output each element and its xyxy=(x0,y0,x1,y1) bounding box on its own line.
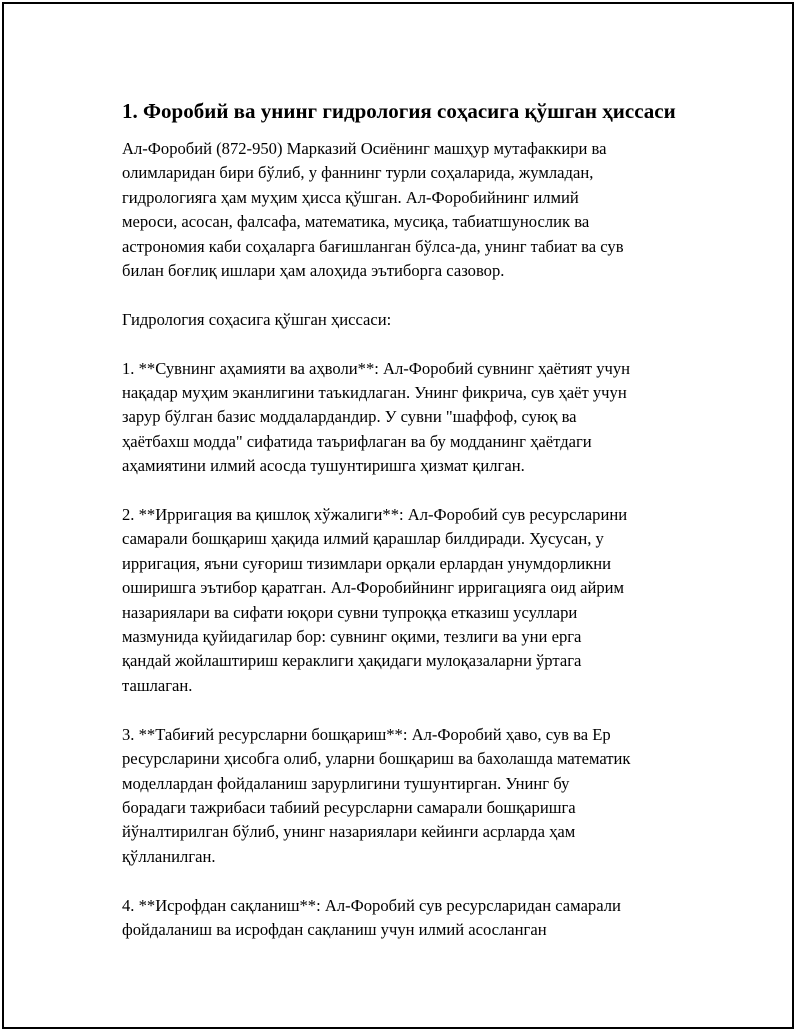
text-line: 3. **Табиғий ресурсларни бошқариш**: Ал-Форобий ҳаво, сув ва Ер xyxy=(122,724,611,744)
text-line: нақадар муҳим эканлигини таъкидлаган. Унинг фикрича, сув ҳаёт учун xyxy=(122,383,627,403)
text-line: моделлардан фойдаланиш зарурлигини тушунтирган. Унинг бу xyxy=(122,773,570,793)
text-line: олимларидан бири бўлиб, у фаннинг турли соҳаларида, жумладан, xyxy=(122,163,594,183)
text-line: 2. **Ирригация ва қишлоқ хўжалиги**: Ал-Форобий сув ресурсларини xyxy=(122,505,628,525)
text-line: астрономия каби соҳаларга бағишланган бўлса-да, унинг табиат ва сув xyxy=(122,236,624,256)
text-line: Ал-Форобий (872-950) Марказий Осиёнинг машҳур мутафаккири ва xyxy=(122,139,607,158)
text-line: ирригация, яъни суғориш тизимлари орқали ерлардан унумдорликни xyxy=(122,553,612,573)
text-line: гидрологияга ҳам муҳим ҳисса қўшган. Ал-Форобийнинг илмий xyxy=(122,187,579,207)
text-line: назариялари ва сифати юқори сувни тупроққа етказиш усуллари xyxy=(122,602,578,622)
text-line: самарали бошқариш ҳақида илмий қарашлар билдиради. Хусусан, у xyxy=(122,529,604,549)
text-line: борадаги тажрибаси табиий ресурсларни самарали бошқаришга xyxy=(122,797,576,817)
text-line: йўналтирилган бўлиб, унинг назариялари кейинги асрларда ҳам xyxy=(122,822,576,842)
text-line: қўлланилган. xyxy=(122,846,216,866)
text-line: 4. **Исрофдан сақланиш**: Ал-Форобий сув ресурсларидан самарали xyxy=(122,895,621,915)
document-title: 1. Форобий ва унинг гидрология соҳасига қўшган ҳиссаси xyxy=(122,99,676,123)
text-line: ташлаган. xyxy=(122,675,193,695)
document-body xyxy=(122,96,722,967)
text-line: ресурсларини ҳисобга олиб, уларни бошқариш ва бахолашда математик xyxy=(122,749,631,769)
paragraph-item-4 xyxy=(122,894,722,943)
text-line: Гидрология соҳасига қўшган ҳиссаси: xyxy=(122,309,392,329)
text-line: ҳаётбахш модда" сифатида таърифлаган ва бу модданинг ҳаётдаги xyxy=(122,431,592,451)
paragraph-subheading xyxy=(122,308,722,332)
text-line: мероси, асосан, фалсафа, математика, мусиқа, табиатшунослик ва xyxy=(122,212,590,232)
text-line: аҳамиятини илмий асосда тушунтиришга ҳизмат қилган. xyxy=(122,456,525,476)
text-line: билан боғлиқ ишлари ҳам алоҳида эътиборга сазовор. xyxy=(122,261,505,281)
paragraph-item-2 xyxy=(122,503,722,698)
paragraph-item-1 xyxy=(122,357,722,479)
paragraph-intro xyxy=(122,137,722,283)
text-line: қандай жойлаштириш кераклиги ҳақидаги мулоқазаларни ўртага xyxy=(122,651,582,671)
text-line: 1. **Сувнинг аҳамияти ва аҳволи**: Ал-Форобий сувнинг ҳаётият учун xyxy=(122,358,631,378)
text-line: зарур бўлган базис моддалардандир. У сувни "шаффоф, суюқ ва xyxy=(122,407,577,427)
text-line: оширишга эътибор қаратган. Ал-Форобийнинг ирригацияга оид айрим xyxy=(122,578,625,598)
text-line: мазмунида қуйидагилар бор: сувнинг оқими, тезлиги ва уни ерга xyxy=(122,627,582,647)
text-line: фойдаланиш ва исрофдан сақланиш учун илмий асосланган xyxy=(122,919,547,939)
page-frame xyxy=(2,2,794,1029)
paragraph-item-3 xyxy=(122,723,722,869)
